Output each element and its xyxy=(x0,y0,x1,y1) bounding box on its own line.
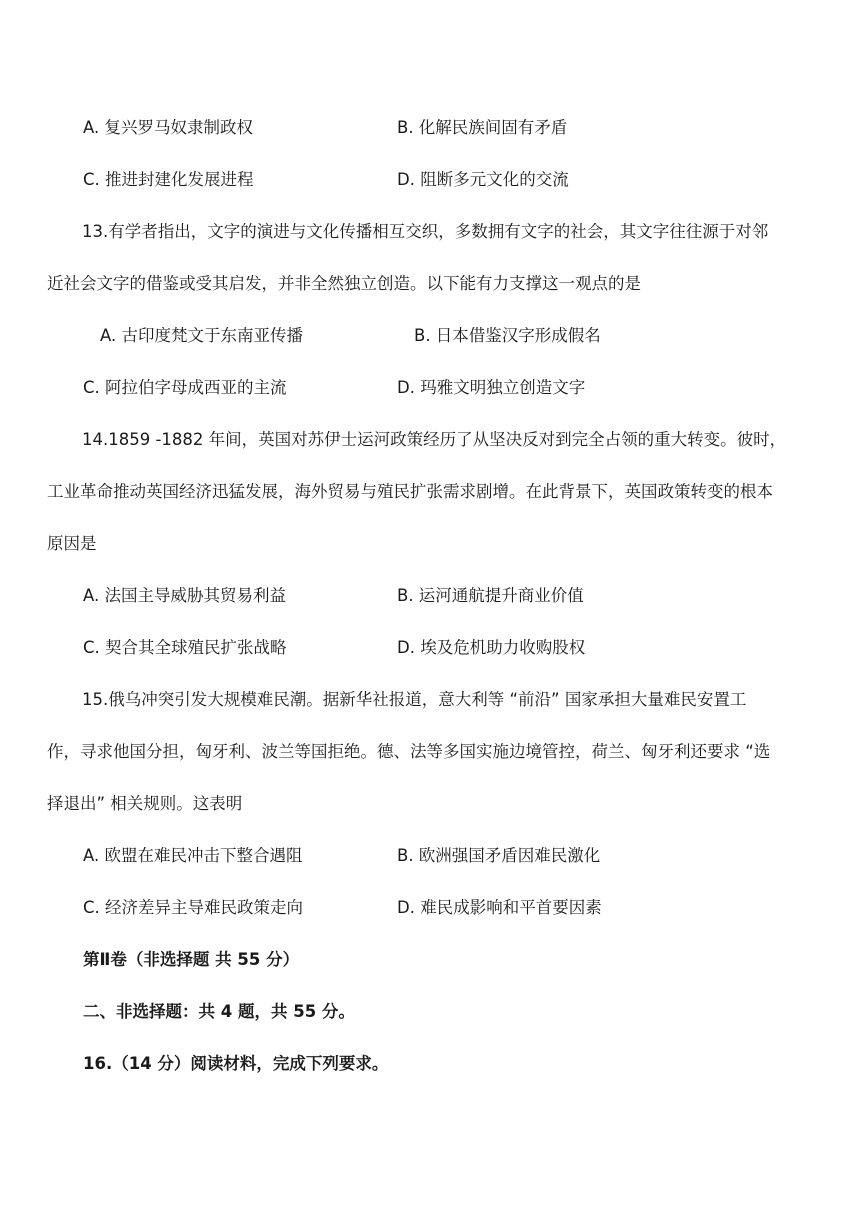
q15-option-b: B. 欧洲强国矛盾因难民激化 xyxy=(397,846,601,865)
volume-title: 第Ⅱ卷（非选择题 共 55 分） xyxy=(83,950,300,969)
q15-stem-line1: 15.俄乌冲突引发大规模难民潮。据新华社报道，意大利等 “前沿” 国家承担大量难民安置工 xyxy=(82,690,747,709)
q12-option-a: A. 复兴罗马奴隶制政权 xyxy=(83,118,253,137)
q14-option-d: D. 埃及危机助力收购股权 xyxy=(397,638,586,657)
q15-option-a: A. 欧盟在难民冲击下整合遇阻 xyxy=(83,846,303,865)
q13-stem-line2: 近社会文字的借鉴或受其启发，并非全然独立创造。以下能有力支撑这一观点的是 xyxy=(47,274,641,293)
q14-option-c: C. 契合其全球殖民扩张战略 xyxy=(83,638,287,657)
q12-option-b: B. 化解民族间固有矛盾 xyxy=(397,118,568,137)
q13-option-a: A. 古印度梵文于东南亚传播 xyxy=(100,326,303,345)
q15-option-c: C. 经济差异主导难民政策走向 xyxy=(83,898,304,917)
q14-stem-line3: 原因是 xyxy=(47,534,97,553)
q13-option-c: C. 阿拉伯字母成西亚的主流 xyxy=(83,378,287,397)
q13-option-d: D. 玛雅文明独立创造文字 xyxy=(397,378,586,397)
q12-option-c: C. 推进封建化发展进程 xyxy=(83,170,254,189)
q16-title: 16.（14 分）阅读材料，完成下列要求。 xyxy=(83,1054,389,1073)
q12-option-d: D. 阻断多元文化的交流 xyxy=(397,170,569,189)
part-title: 二、非选择题：共 4 题，共 55 分。 xyxy=(83,1002,355,1021)
q14-option-b: B. 运河通航提升商业价值 xyxy=(397,586,584,605)
q13-option-b: B. 日本借鉴汉字形成假名 xyxy=(414,326,601,345)
q14-stem-line1: 14.1859 -1882 年间，英国对苏伊士运河政策经历了从坚决反对到完全占领的重大转变。彼时， xyxy=(82,430,787,449)
q15-stem-line3: 择退出” 相关规则。这表明 xyxy=(47,794,243,813)
q13-stem-line1: 13.有学者指出，文字的演进与文化传播相互交织，多数拥有文字的社会，其文字往往源于对邻 xyxy=(82,222,769,241)
q14-stem-line2: 工业革命推动英国经济迅猛发展，海外贸易与殖民扩张需求剧增。在此背景下，英国政策转变的根本 xyxy=(47,482,773,501)
q15-stem-line2: 作，寻求他国分担，匈牙利、波兰等国拒绝。德、法等多国实施边境管控，荷兰、匈牙利还要求 “选 xyxy=(47,742,771,761)
q14-option-a: A. 法国主导威胁其贸易利益 xyxy=(83,586,286,605)
q15-option-d: D. 难民成影响和平首要因素 xyxy=(397,898,602,917)
